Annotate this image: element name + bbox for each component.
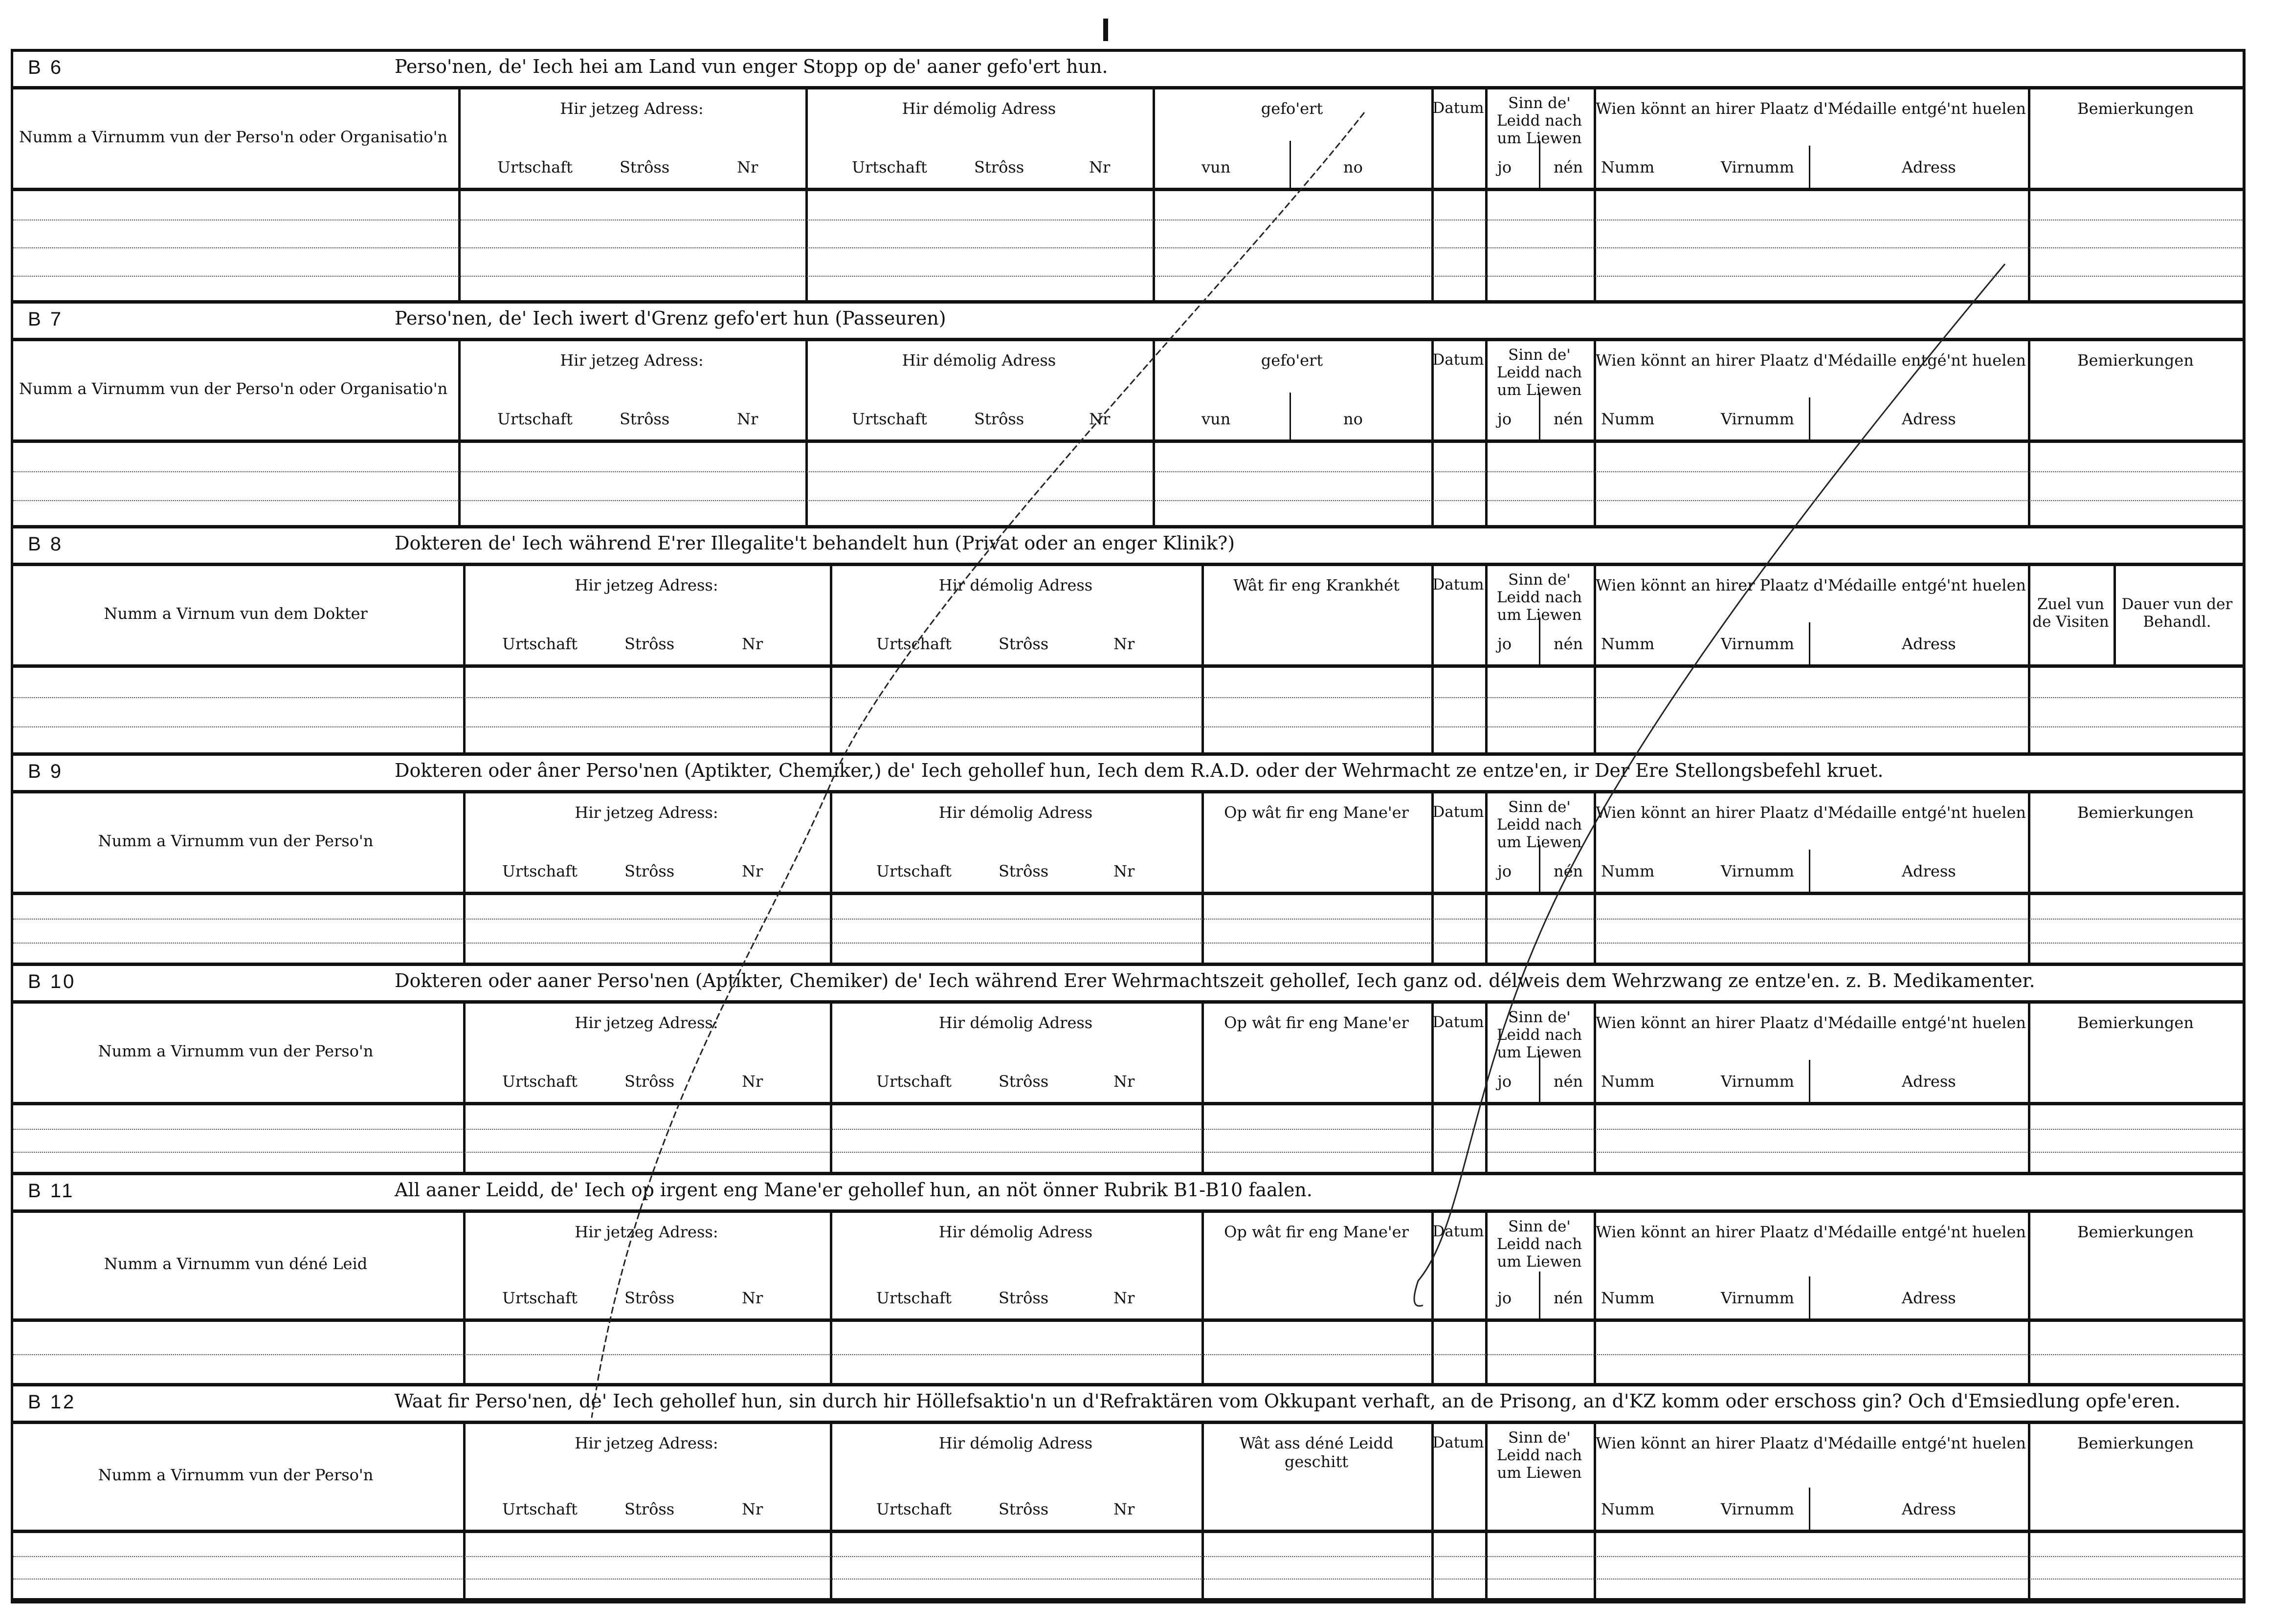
town-label: Urtschaft	[852, 158, 927, 176]
street-label: Strôss	[620, 410, 670, 428]
yes-label: jo	[1497, 1072, 1512, 1091]
street-label: Strôss	[624, 1500, 675, 1518]
column-divider	[1153, 443, 1155, 525]
dotted-entry-line[interactable]	[13, 471, 2243, 472]
section-b12	[13, 1386, 2243, 1602]
first-name-label: Virnumm	[1721, 410, 1794, 428]
former-address-header: Hir démolig Adress	[938, 1223, 1093, 1241]
town-label: Urtschaft	[876, 862, 952, 880]
medal-recipient-header: Wien könnt an hirer Plaatz d'Médaille entgé'nt huelen	[1596, 576, 2026, 594]
no-label: nén	[1554, 410, 1583, 428]
name-column-header: Numm a Virnumm vun der Perso'n	[98, 1466, 374, 1484]
section-title-row	[13, 966, 2243, 996]
from-label: vun	[1201, 158, 1231, 176]
section-id: B 7	[28, 308, 64, 330]
alive-header: Sinn de' Leidd nach um Liewen	[1496, 798, 1582, 851]
column-divider	[1431, 443, 1434, 525]
column-divider	[1201, 1533, 1204, 1598]
town-label: Urtschaft	[852, 410, 927, 428]
current-address-header: Hir jetzeg Adress:	[575, 1013, 718, 1032]
date-header: Datum	[1432, 1434, 1484, 1451]
column-divider	[1594, 1533, 1596, 1598]
from-label: vun	[1201, 410, 1231, 428]
dotted-entry-line[interactable]	[13, 276, 2243, 277]
column-divider	[1153, 191, 1155, 300]
name-column-header: Numm a Virnumm vun déné Leid	[104, 1254, 368, 1273]
remarks-header: Bemierkungen	[2077, 1223, 2194, 1241]
date-header: Datum	[1432, 576, 1484, 593]
address-label: Adress	[1902, 1500, 1956, 1518]
first-name-label: Virnumm	[1721, 1072, 1794, 1091]
column-divider	[2028, 668, 2030, 752]
column-divider	[830, 1533, 832, 1598]
street-label: Strôss	[999, 1500, 1049, 1518]
visits-count-header: Zuel vun de Visiten	[2032, 595, 2109, 631]
column-divider	[1485, 1105, 1488, 1172]
dotted-entry-line[interactable]	[13, 943, 2243, 944]
column-divider	[1201, 1322, 1204, 1383]
column-divider	[1809, 622, 1810, 664]
alive-header: Sinn de' Leidd nach um Liewen	[1496, 1429, 1582, 1482]
dotted-entry-line[interactable]	[13, 219, 2243, 220]
transported-header: gefo'ert	[1261, 99, 1323, 118]
column-divider	[1485, 191, 1488, 300]
surname-label: Numm	[1601, 1500, 1655, 1518]
column-header-row	[13, 1421, 2243, 1533]
column-divider	[1290, 141, 1291, 188]
number-label: Nr	[737, 410, 758, 428]
former-address-header: Hir démolig Adress	[938, 803, 1093, 822]
column-divider	[830, 1105, 832, 1172]
town-label: Urtschaft	[497, 158, 573, 176]
section-title: Perso'nen, de' Iech iwert d'Grenz gefo'ert hun (Passeuren)	[395, 307, 946, 329]
no-label: nén	[1554, 635, 1583, 653]
surname-label: Numm	[1601, 1289, 1655, 1307]
address-label: Adress	[1902, 1289, 1956, 1307]
surname-label: Numm	[1601, 635, 1655, 653]
yes-label: jo	[1497, 1289, 1512, 1307]
number-label: Nr	[1089, 158, 1111, 176]
section-title-row	[13, 304, 2243, 334]
dotted-entry-line[interactable]	[13, 500, 2243, 501]
name-column-header: Numm a Virnumm vun der Perso'n	[98, 831, 374, 850]
section-title-row	[13, 528, 2243, 559]
entry-rows[interactable]	[13, 443, 2243, 528]
column-divider	[1201, 1424, 1204, 1530]
entry-rows[interactable]	[13, 668, 2243, 756]
yes-label: jo	[1497, 635, 1512, 653]
column-header-row	[13, 338, 2243, 443]
section-title-row	[13, 52, 2243, 82]
column-divider	[1539, 845, 1540, 892]
column-divider	[463, 668, 466, 752]
date-header: Datum	[1432, 803, 1484, 821]
column-divider	[463, 1533, 466, 1598]
address-label: Adress	[1902, 635, 1956, 653]
former-address-header: Hir démolig Adress	[902, 351, 1056, 370]
number-label: Nr	[1113, 862, 1135, 880]
street-label: Strôss	[999, 1289, 1049, 1307]
medal-recipient-header: Wien könnt an hirer Plaatz d'Médaille entgé'nt huelen	[1596, 351, 2026, 370]
column-divider	[2028, 1322, 2030, 1383]
dotted-entry-line[interactable]	[13, 697, 2243, 698]
column4-header: Wât ass déné Leidd geschitt	[1239, 1434, 1394, 1471]
column-divider	[463, 1322, 466, 1383]
column-divider	[1539, 617, 1540, 664]
column4-header: Op wât fir eng Mane'er	[1224, 1013, 1409, 1032]
column-divider	[1809, 850, 1810, 892]
address-label: Adress	[1902, 410, 1956, 428]
section-b10	[13, 966, 2243, 1175]
column-divider	[1201, 566, 1204, 664]
section-id: B 9	[28, 761, 64, 782]
alive-header: Sinn de' Leidd nach um Liewen	[1496, 346, 1582, 399]
column4-header: Op wât fir eng Mane'er	[1224, 803, 1409, 822]
address-label: Adress	[1902, 158, 1956, 176]
yes-label: jo	[1497, 862, 1512, 880]
first-name-label: Virnumm	[1721, 158, 1794, 176]
column-divider	[1594, 668, 1596, 752]
column-divider	[1809, 1276, 1810, 1318]
current-address-header: Hir jetzeg Adress:	[560, 99, 704, 118]
entry-rows[interactable]	[13, 191, 2243, 304]
dotted-entry-line[interactable]	[13, 1556, 2243, 1557]
current-address-header: Hir jetzeg Adress:	[575, 803, 718, 822]
column4-header: Op wât fir eng Mane'er	[1224, 1223, 1409, 1241]
town-label: Urtschaft	[876, 1500, 952, 1518]
column-divider	[1431, 1533, 1434, 1598]
number-label: Nr	[742, 862, 763, 880]
column-divider	[1201, 1004, 1204, 1102]
column-divider	[2028, 443, 2030, 525]
current-address-header: Hir jetzeg Adress:	[575, 576, 718, 594]
transported-header: gefo'ert	[1261, 351, 1323, 370]
dotted-entry-line[interactable]	[13, 726, 2243, 727]
former-address-header: Hir démolig Adress	[902, 99, 1056, 118]
section-title-row	[13, 1386, 2243, 1417]
column-divider	[1201, 668, 1204, 752]
no-label: nén	[1554, 158, 1583, 176]
column-divider	[1594, 1322, 1596, 1383]
column-divider	[1594, 1105, 1596, 1172]
street-label: Strôss	[999, 635, 1049, 653]
column-divider	[2028, 1533, 2030, 1598]
dotted-entry-line[interactable]	[13, 1129, 2243, 1130]
to-label: no	[1343, 410, 1363, 428]
remarks-header: Bemierkungen	[2077, 803, 2194, 822]
dotted-entry-line[interactable]	[13, 1579, 2243, 1580]
treatment-duration-header: Dauer vun der Behandl.	[2121, 595, 2233, 631]
number-label: Nr	[742, 1072, 763, 1091]
town-label: Urtschaft	[502, 862, 578, 880]
column-divider	[805, 443, 808, 525]
column-divider	[458, 191, 461, 300]
column-divider	[1201, 895, 1204, 963]
column-divider	[805, 191, 808, 300]
section-title: Dokteren oder aaner Perso'nen (Aptikter, Chemiker) de' Iech während Erer Wehrmachtszeit gehollef, Iech ganz od. délweis dem Wehrzwang ze entze'en. z. B. Medikamenter.	[395, 970, 2035, 991]
column-divider	[1485, 443, 1488, 525]
column-header-row	[13, 1000, 2243, 1105]
surname-label: Numm	[1601, 410, 1655, 428]
section-id: B 10	[28, 971, 76, 992]
column-divider	[1539, 141, 1540, 188]
name-column-header: Numm a Virnumm vun der Perso'n oder Organisatio'n	[19, 379, 448, 398]
yes-label: jo	[1497, 410, 1512, 428]
column-header-row	[13, 86, 2243, 191]
column-divider	[1594, 191, 1596, 300]
entry-rows[interactable]	[13, 1322, 2243, 1386]
section-id: B 12	[28, 1391, 76, 1413]
number-label: Nr	[1089, 410, 1111, 428]
current-address-header: Hir jetzeg Adress:	[575, 1223, 718, 1241]
column-divider	[1431, 1105, 1434, 1172]
street-label: Strôss	[624, 1289, 675, 1307]
town-label: Urtschaft	[502, 1072, 578, 1091]
surname-label: Numm	[1601, 862, 1655, 880]
alive-header: Sinn de' Leidd nach um Liewen	[1496, 1009, 1582, 1061]
remarks-header: Bemierkungen	[2077, 1434, 2194, 1452]
name-column-header: Numm a Virnumm vun der Perso'n	[98, 1041, 374, 1060]
column-divider	[1431, 1322, 1434, 1383]
section-title: Perso'nen, de' Iech hei am Land vun enger Stopp op de' aaner gefo'ert hun.	[395, 56, 1108, 77]
current-address-header: Hir jetzeg Adress:	[560, 351, 704, 370]
remarks-header: Bemierkungen	[2077, 1013, 2194, 1032]
street-label: Strôss	[999, 862, 1049, 880]
column-divider	[1539, 393, 1540, 439]
column-divider	[830, 668, 832, 752]
number-label: Nr	[1113, 1072, 1135, 1091]
date-header: Datum	[1432, 351, 1484, 369]
town-label: Urtschaft	[502, 635, 578, 653]
no-label: nén	[1554, 862, 1583, 880]
number-label: Nr	[1113, 635, 1135, 653]
section-b8	[13, 528, 2243, 756]
column-divider	[1485, 1533, 1488, 1598]
street-label: Strôss	[974, 410, 1024, 428]
name-column-header: Numm a Virnum vun dem Dokter	[104, 604, 368, 623]
number-label: Nr	[737, 158, 758, 176]
section-b9	[13, 756, 2243, 966]
former-address-header: Hir démolig Adress	[938, 1013, 1093, 1032]
former-address-header: Hir démolig Adress	[938, 1434, 1093, 1452]
column-divider	[1809, 1060, 1810, 1102]
first-name-label: Virnumm	[1721, 862, 1794, 880]
column-divider	[463, 1105, 466, 1172]
current-address-header: Hir jetzeg Adress:	[575, 1434, 718, 1452]
section-title: Dokteren de' Iech während E'rer Illegalite't behandelt hun (Privat oder an enger Klinik?)	[395, 532, 1235, 554]
entry-rows[interactable]	[13, 1533, 2243, 1602]
dotted-entry-line[interactable]	[13, 1152, 2243, 1153]
number-label: Nr	[1113, 1289, 1135, 1307]
column-divider	[1539, 1272, 1540, 1318]
column-divider	[1431, 191, 1434, 300]
column-header-row	[13, 563, 2243, 668]
section-title-row	[13, 1175, 2243, 1206]
column-divider	[2028, 895, 2030, 963]
top-center-mark	[1103, 19, 1108, 41]
section-title: Dokteren oder âner Perso'nen (Aptikter, Chemiker,) de' Iech gehollef hun, Iech dem R.A.D. oder der Wehrmacht ze entze'en, ir Der Ere Stellongsbefehl kruet.	[395, 760, 1884, 781]
number-label: Nr	[742, 635, 763, 653]
alive-header: Sinn de' Leidd nach um Liewen	[1496, 1218, 1582, 1271]
column-divider	[2028, 1105, 2030, 1172]
column-divider	[1485, 895, 1488, 963]
section-id: B 6	[28, 57, 64, 78]
number-label: Nr	[742, 1500, 763, 1518]
column-divider	[1809, 397, 1810, 439]
town-label: Urtschaft	[502, 1500, 578, 1518]
column-divider	[2028, 191, 2030, 300]
remarks-header: Bemierkungen	[2077, 99, 2194, 118]
medal-recipient-header: Wien könnt an hirer Plaatz d'Médaille entgé'nt huelen	[1596, 1434, 2026, 1452]
column4-header: Wât fir eng Krankhét	[1233, 576, 1400, 594]
column-header-row	[13, 1209, 2243, 1322]
section-title-row	[13, 756, 2243, 786]
town-label: Urtschaft	[876, 635, 952, 653]
section-title: All aaner Leidd, de' Iech op irgent eng Mane'er gehollef hun, an nöt önner Rubrik B1-B10 faalen.	[395, 1179, 1312, 1201]
alive-header: Sinn de' Leidd nach um Liewen	[1496, 571, 1582, 624]
questionnaire-form	[11, 49, 2246, 1603]
medal-recipient-header: Wien könnt an hirer Plaatz d'Médaille entgé'nt huelen	[1596, 1013, 2026, 1032]
column-divider	[1594, 895, 1596, 963]
column-divider	[1539, 1055, 1540, 1102]
column-divider	[1201, 1105, 1204, 1172]
section-title: Waat fir Perso'nen, de' Iech gehollef hun, sin durch hir Höllefsaktio'n un d'Refraktären vom Okkupant verhaft, an de Prisong, an d'KZ komm oder erschoss gin? Och d'Emsiedlung opfe'eren.	[395, 1390, 2180, 1412]
first-name-label: Virnumm	[1721, 1289, 1794, 1307]
column-divider	[1485, 1322, 1488, 1383]
town-label: Urtschaft	[876, 1289, 952, 1307]
entry-rows[interactable]	[13, 895, 2243, 966]
column-divider	[1201, 1213, 1204, 1318]
section-b11	[13, 1175, 2243, 1386]
street-label: Strôss	[974, 158, 1024, 176]
section-id: B 11	[28, 1180, 75, 1202]
section-id: B 8	[28, 533, 64, 555]
name-column-header: Numm a Virnumm vun der Perso'n oder Organisatio'n	[19, 127, 448, 146]
no-label: nén	[1554, 1072, 1583, 1091]
dotted-entry-line[interactable]	[13, 1354, 2243, 1355]
column-divider	[1201, 793, 1204, 892]
column-divider	[1485, 668, 1488, 752]
column-divider	[1809, 1488, 1810, 1530]
column-header-row	[13, 790, 2243, 895]
date-header: Datum	[1432, 99, 1484, 117]
date-header: Datum	[1432, 1013, 1484, 1031]
yes-label: jo	[1497, 158, 1512, 176]
medal-recipient-header: Wien könnt an hirer Plaatz d'Médaille entgé'nt huelen	[1596, 99, 2026, 118]
town-label: Urtschaft	[876, 1072, 952, 1091]
column-divider	[1594, 443, 1596, 525]
street-label: Strôss	[999, 1072, 1049, 1091]
surname-label: Numm	[1601, 1072, 1655, 1091]
first-name-label: Virnumm	[1721, 635, 1794, 653]
address-label: Adress	[1902, 862, 1956, 880]
address-label: Adress	[1902, 1072, 1956, 1091]
town-label: Urtschaft	[497, 410, 573, 428]
street-label: Strôss	[624, 862, 675, 880]
column-divider	[458, 443, 461, 525]
column-divider	[1431, 895, 1434, 963]
entry-rows[interactable]	[13, 1105, 2243, 1175]
section-b7	[13, 304, 2243, 528]
dotted-entry-line[interactable]	[13, 919, 2243, 920]
section-b6	[13, 52, 2243, 304]
column-divider	[830, 895, 832, 963]
street-label: Strôss	[624, 1072, 675, 1091]
column-divider	[463, 895, 466, 963]
remarks-header: Bemierkungen	[2077, 351, 2194, 370]
town-label: Urtschaft	[502, 1289, 578, 1307]
surname-label: Numm	[1601, 158, 1655, 176]
column-divider	[1431, 668, 1434, 752]
alive-header: Sinn de' Leidd nach um Liewen	[1496, 94, 1582, 147]
dotted-entry-line[interactable]	[13, 247, 2243, 248]
first-name-label: Virnumm	[1721, 1500, 1794, 1518]
medal-recipient-header: Wien könnt an hirer Plaatz d'Médaille entgé'nt huelen	[1596, 1223, 2026, 1241]
street-label: Strôss	[620, 158, 670, 176]
no-label: nén	[1554, 1289, 1583, 1307]
street-label: Strôss	[624, 635, 675, 653]
date-header: Datum	[1432, 1223, 1484, 1240]
column-divider	[1290, 393, 1291, 439]
column-divider	[830, 1322, 832, 1383]
medal-recipient-header: Wien könnt an hirer Plaatz d'Médaille entgé'nt huelen	[1596, 803, 2026, 822]
former-address-header: Hir démolig Adress	[938, 576, 1093, 594]
to-label: no	[1343, 158, 1363, 176]
number-label: Nr	[742, 1289, 763, 1307]
column-divider	[1809, 146, 1810, 188]
number-label: Nr	[1113, 1500, 1135, 1518]
